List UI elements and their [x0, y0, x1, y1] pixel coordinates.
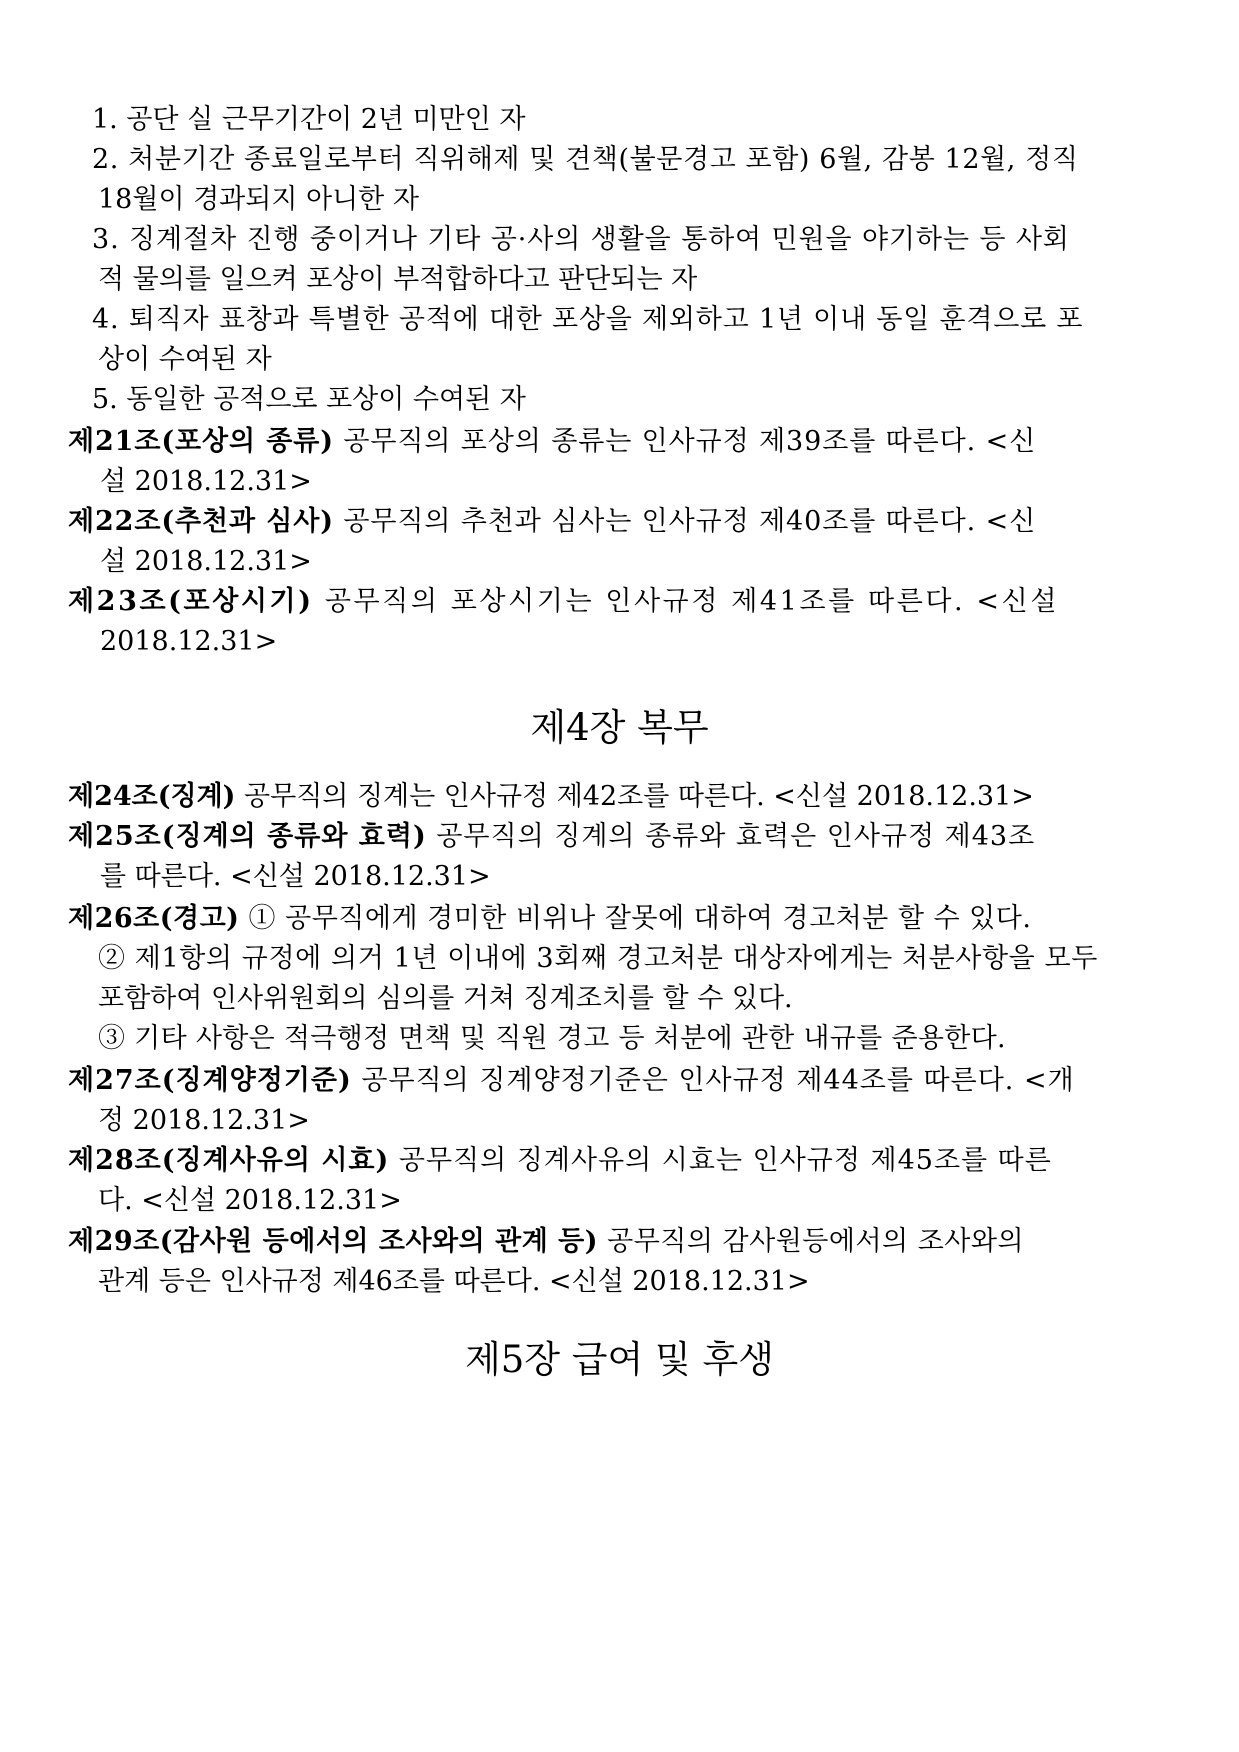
article-22-title: 제22조(추천과 심사) — [68, 506, 334, 537]
list-item-2-line-2: 18월이 경과되지 아니한 자 — [98, 184, 419, 215]
article-24 — [68, 780, 1034, 814]
article-26-clause-3: ③ 기타 사항은 적극행정 면책 및 직원 경고 등 처분에 관한 내규를 준용한다. — [98, 1023, 1006, 1054]
article-29-text: 공무직의 감사원등에서의 조사와의 — [607, 1226, 1025, 1257]
article-23-line-2: 2018.12.31> — [100, 626, 278, 657]
list-item-4-line-1: 4. 퇴직자 표창과 특별한 공적에 대한 포상을 제외하고 1년 이내 동일 훈격으로 포 — [92, 304, 1084, 335]
article-24-title: 제24조(징계) — [68, 781, 236, 812]
article-29-title: 제29조(감사원 등에서의 조사와의 관계 등) — [68, 1226, 599, 1257]
article-27-line-2: 정 2018.12.31> — [98, 1105, 310, 1136]
article-23-title: 제23조(포상시기) — [68, 586, 314, 617]
list-item-2-text: 2. 처분기간 종료일로부터 직위해제 및 견책(불문경고 포함) 6월, 감봉 12월, 정직 — [92, 144, 1079, 175]
article-21-title: 제21조(포상의 종류) — [68, 426, 334, 457]
list-item-2-line-1 — [92, 143, 1148, 177]
article-29 — [68, 1225, 1024, 1259]
article-21-line-2: 설 2018.12.31> — [100, 466, 312, 497]
chapter-5-heading: 제5장 급여 및 후생 — [464, 1338, 775, 1381]
article-28 — [68, 1144, 1052, 1178]
list-item-5: 5. 동일한 공적으로 포상이 수여된 자 — [92, 384, 526, 415]
article-25-line-2: 를 따른다. <신설 2018.12.31> — [100, 861, 491, 892]
article-24-text: 공무직의 징계는 인사규정 제42조를 따른다. <신설 2018.12.31> — [244, 781, 1034, 812]
article-21-text: 공무직의 포상의 종류는 인사규정 제39조를 따른다. <신 — [343, 426, 1037, 457]
list-item-4-line-2: 상이 수여된 자 — [98, 344, 272, 375]
article-25 — [68, 820, 1035, 854]
list-item-3-line-1: 3. 징계절차 진행 중이거나 기타 공·사의 생활을 통하여 민원을 야기하는 등 사회 — [92, 224, 1070, 255]
article-26-title: 제26조(경고) — [68, 903, 240, 934]
article-27-title: 제27조(징계양정기준) — [68, 1065, 352, 1096]
article-25-text: 공무직의 징계의 종류와 효력은 인사규정 제43조 — [436, 821, 1036, 852]
article-27-text: 공무직의 징계양정기준은 인사규정 제44조를 따른다. <개 — [361, 1065, 1075, 1096]
article-27 — [68, 1064, 1075, 1098]
article-23 — [68, 585, 1059, 619]
article-25-title: 제25조(징계의 종류와 효력) — [68, 821, 427, 852]
chapter-4-heading: 제4장 복무 — [530, 706, 709, 749]
article-28-text: 공무직의 징계사유의 시효는 인사규정 제45조를 따른 — [398, 1145, 1052, 1176]
article-26-clause-2-cont: 포함하여 인사위원회의 심의를 거쳐 징계조치를 할 수 있다. — [98, 983, 793, 1014]
article-28-title: 제28조(징계사유의 시효) — [68, 1145, 390, 1176]
article-28-line-2: 다. <신설 2018.12.31> — [98, 1185, 402, 1216]
article-29-line-2: 관계 등은 인사규정 제46조를 따른다. <신설 2018.12.31> — [98, 1266, 810, 1297]
article-23-text: 공무직의 포상시기는 인사규정 제41조를 따른다. <신설 — [324, 586, 1060, 617]
article-26-clause-2: ② 제1항의 규정에 의거 1년 이내에 3회째 경고처분 대상자에게는 처분사항을 모두 — [98, 943, 1098, 974]
article-22-line-2: 설 2018.12.31> — [100, 546, 312, 577]
list-item-3-line-2: 적 물의를 일으켜 포상이 부적합하다고 판단되는 자 — [98, 264, 698, 295]
list-item-1: 1. 공단 실 근무기간이 2년 미만인 자 — [92, 104, 526, 135]
article-26-clause-1: ① 공무직에게 경미한 비위나 잘못에 대하여 경고처분 할 수 있다. — [248, 903, 1032, 934]
article-21 — [68, 425, 1036, 459]
article-22 — [68, 505, 1036, 539]
article-26 — [68, 902, 1031, 936]
article-22-text: 공무직의 추천과 심사는 인사규정 제40조를 따른다. <신 — [343, 506, 1037, 537]
